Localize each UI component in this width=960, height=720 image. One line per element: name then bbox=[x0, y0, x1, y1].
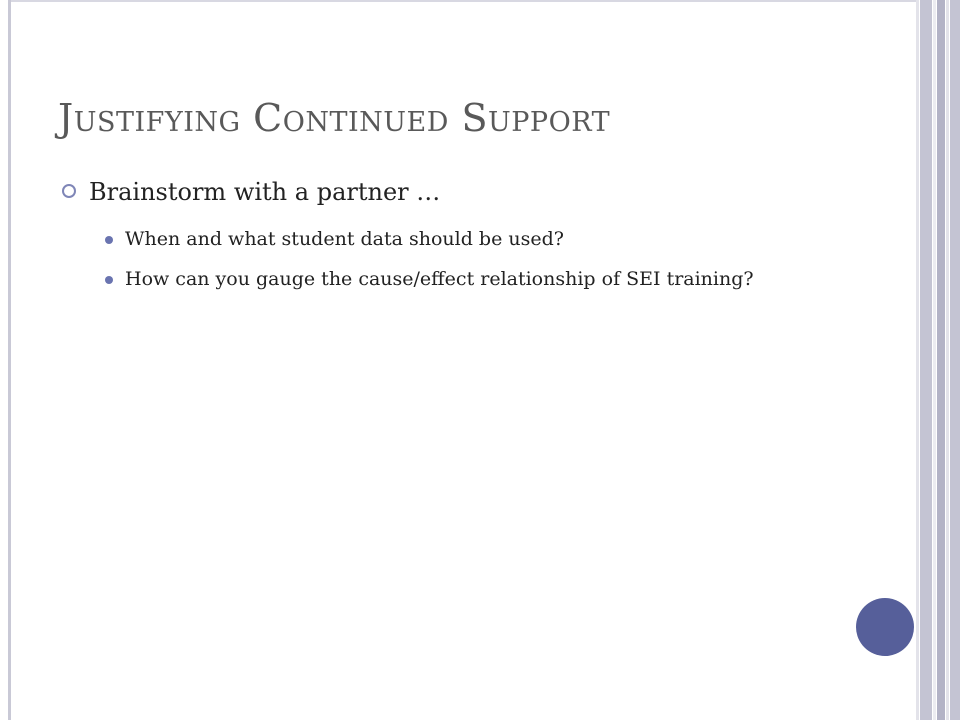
slide-left-border bbox=[8, 0, 11, 720]
decorative-side-stripes bbox=[916, 0, 960, 720]
slide-title: Justifying Continued Support bbox=[58, 96, 611, 140]
subbullet-text: When and what student data should be used? bbox=[125, 228, 564, 250]
bullet-dot-icon bbox=[105, 236, 113, 244]
bullet-text: Brainstorm with a partner … bbox=[89, 178, 441, 206]
subbullet-text: How can you gauge the cause/effect relationship of SEI training? bbox=[125, 268, 754, 290]
slide-top-border bbox=[8, 0, 918, 2]
bullet-dot-icon bbox=[105, 276, 113, 284]
bullet-ring-icon bbox=[62, 184, 76, 198]
decorative-circle bbox=[856, 598, 914, 656]
